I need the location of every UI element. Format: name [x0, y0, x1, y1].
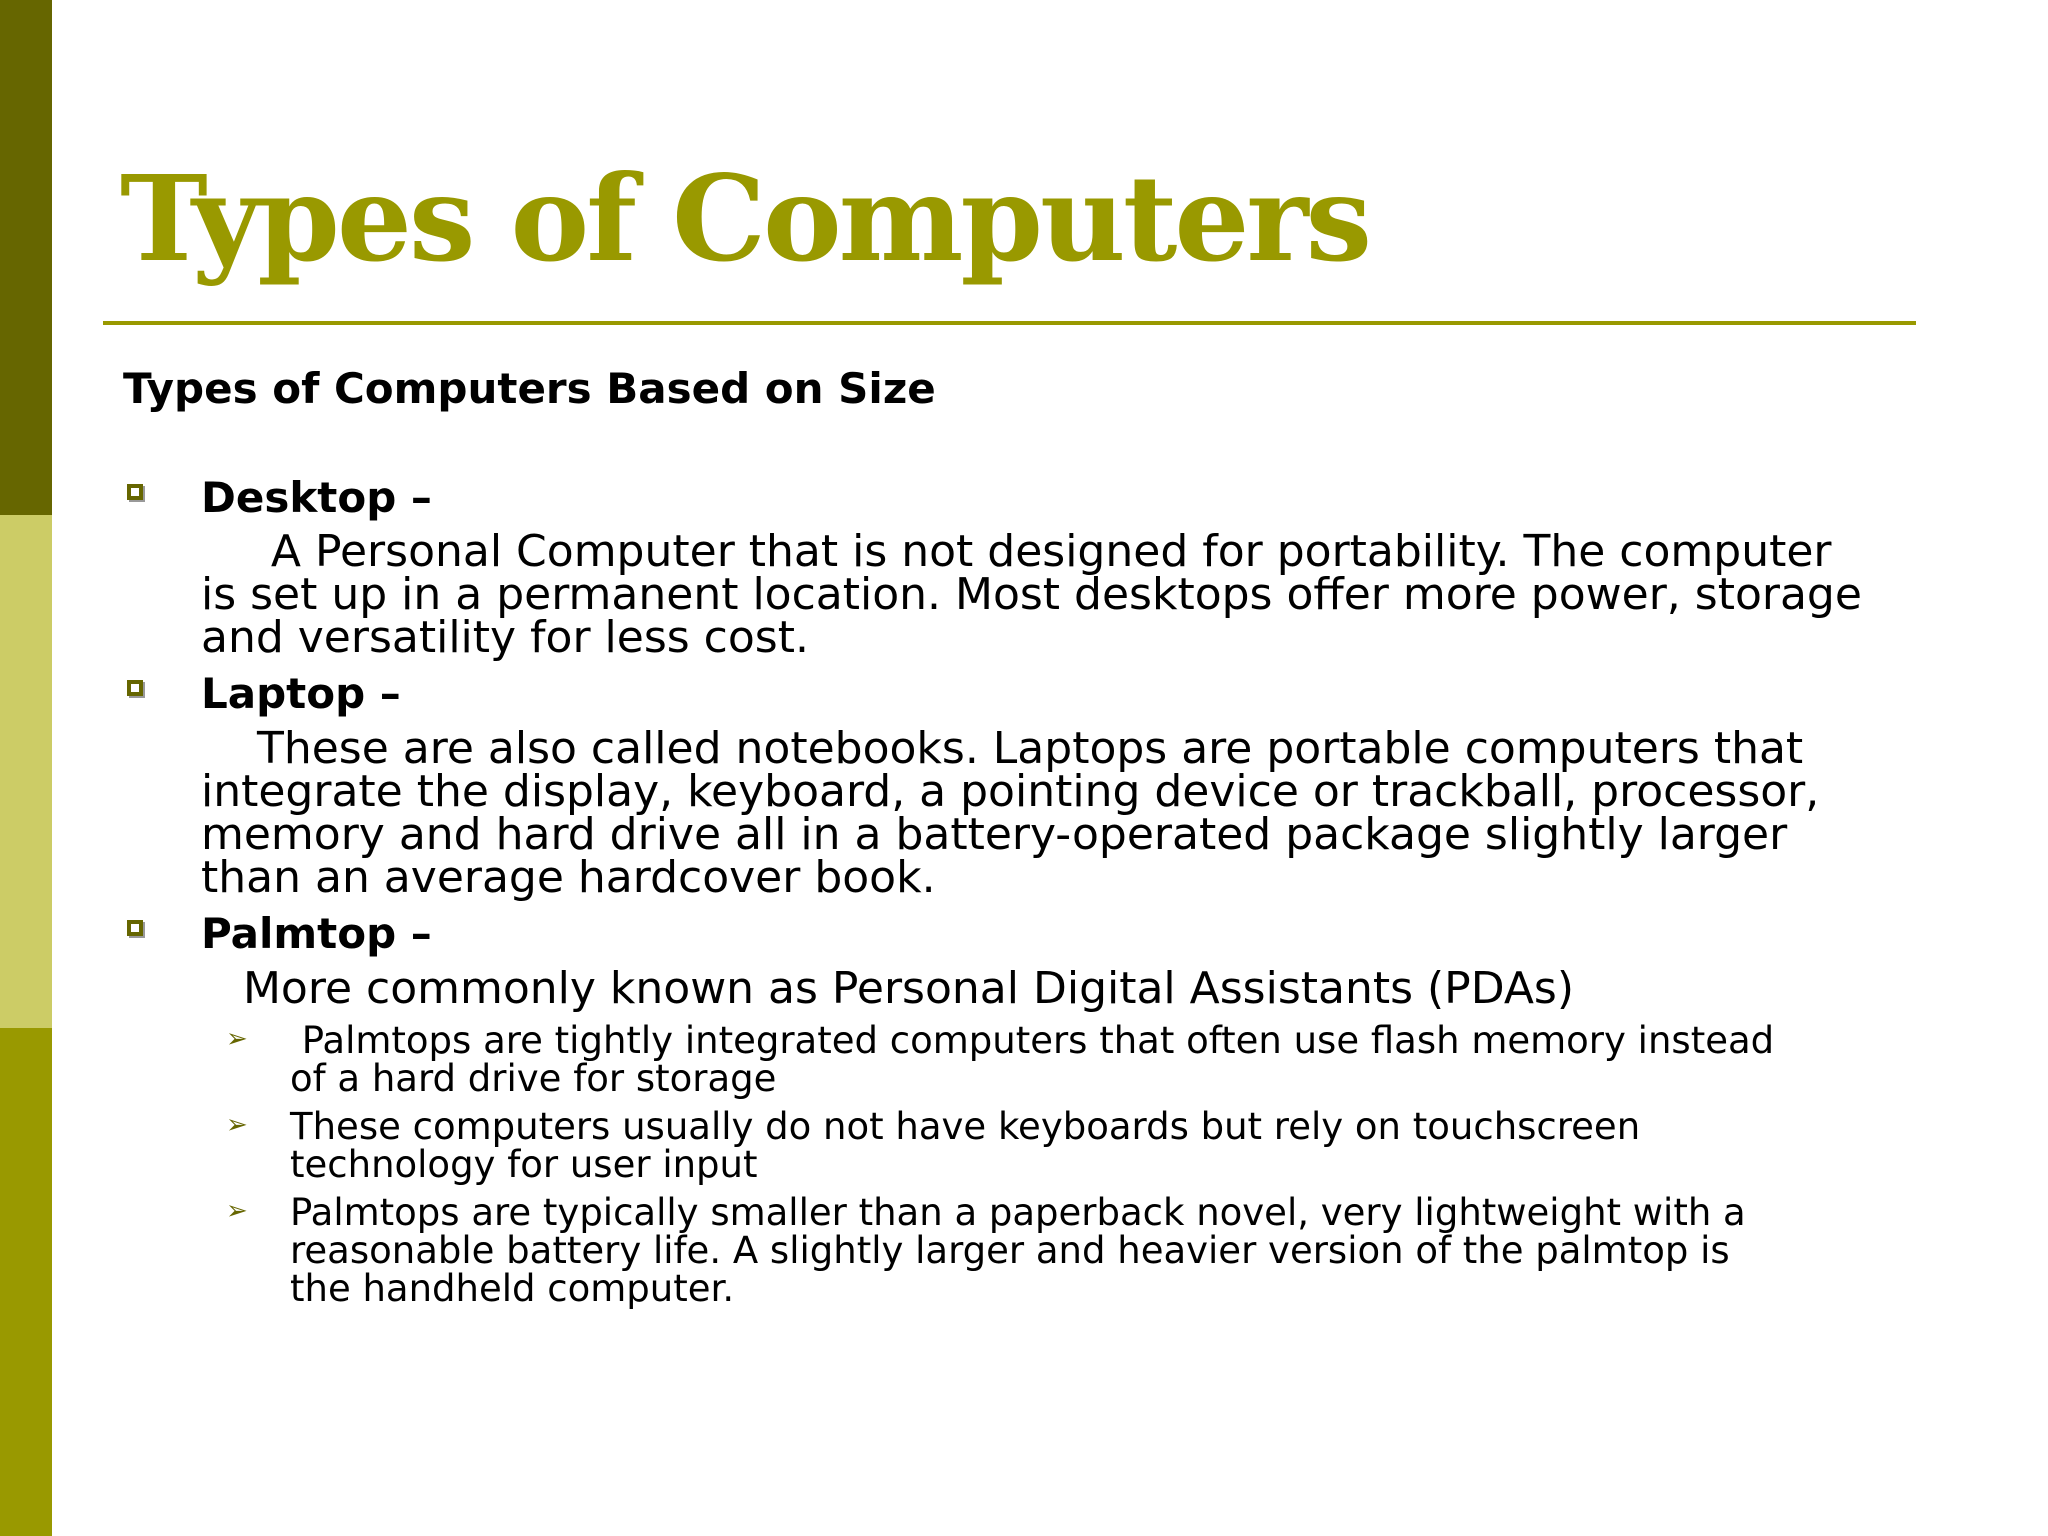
slide-subtitle: Types of Computers Based on Size [123, 364, 936, 413]
sub-item-palmtop-2: These computers usually do not have keyboards but rely on touchscreen technology for user input [290, 1105, 1641, 1186]
item-term-palmtop: Palmtop – [201, 909, 432, 958]
arrow-bullet-icon: ➢ [226, 1196, 248, 1226]
title-underline [103, 321, 1916, 325]
square-bullet-icon [127, 680, 143, 696]
item-desc-laptop: These are also called notebooks. Laptops are portable computers that integrate the display, keyboard, a pointing device or trackball, processor, memory and hard drive all in a battery-operated package slightly larger than an average hardcover book. [201, 723, 1820, 903]
arrow-bullet-icon: ➢ [226, 1024, 248, 1054]
sub-item-palmtop-3: Palmtops are typically smaller than a paperback novel, very lightweight with a reasonable battery life. A slightly larger and heavier version of the palmtop is the handheld computer. [290, 1191, 1746, 1310]
sub-item-palmtop-1: Palmtops are tightly integrated computers that often use flash memory instead of a hard drive for storage [290, 1019, 1775, 1100]
left-band-light [0, 515, 52, 1028]
arrow-bullet-icon: ➢ [226, 1110, 248, 1140]
square-bullet-icon [127, 920, 143, 936]
slide-title: Types of Computers [120, 149, 1370, 288]
left-band-dark [0, 0, 52, 515]
item-term-laptop: Laptop – [201, 669, 401, 718]
left-band-olive [0, 1028, 52, 1536]
item-term-desktop: Desktop – [201, 473, 432, 522]
item-desc-desktop: A Personal Computer that is not designed for portability. The computer is set up in a permanent location. Most desktops offer more power, storage and versatility for less cost. [201, 526, 1862, 663]
square-bullet-icon [127, 484, 143, 500]
item-desc-palmtop: More commonly known as Personal Digital Assistants (PDAs) [201, 963, 1575, 1014]
